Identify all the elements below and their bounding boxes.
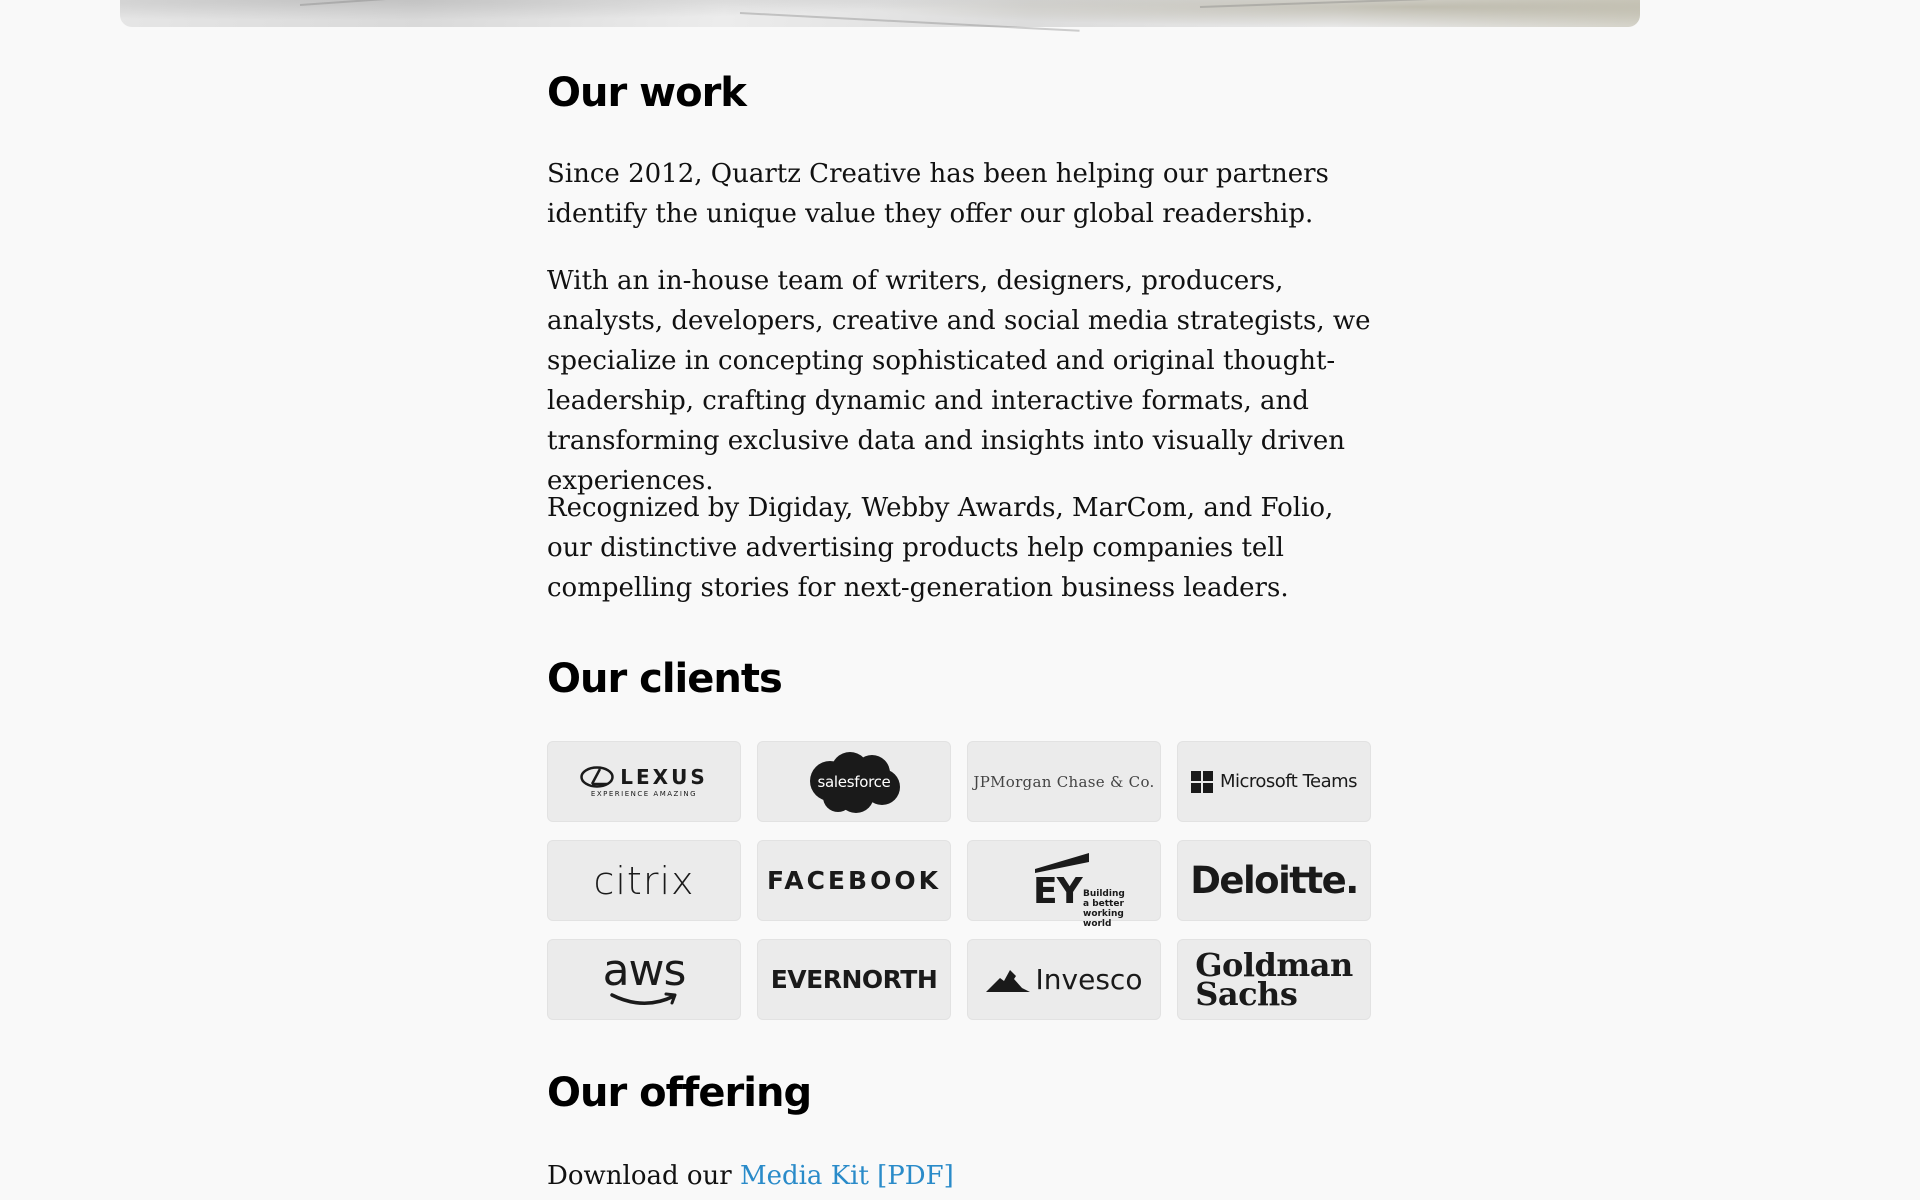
evernorth-wordmark: EVERNORTH [770,965,938,994]
ey-tagline-line-2: working world [1083,908,1124,929]
hero-image [120,0,1640,27]
deloitte-logo [1177,840,1371,921]
lexus-emblem-icon [580,766,614,788]
facebook-wordmark: FACEBOOK [767,866,941,895]
salesforce-logo [757,741,951,822]
lexus-logo-mark [580,765,707,798]
lexus-tagline: EXPERIENCE AMAZING [590,790,698,798]
microsoft-teams-wordmark: Microsoft Teams [1219,771,1358,792]
invesco-wordmark: Invesco [1035,963,1143,996]
aws-logo [547,939,741,1020]
microsoft-windows-icon [1191,771,1213,793]
marble-vein [300,0,560,6]
ey-tagline-line-1: Building a better [1083,888,1125,909]
jpmorgan-chase-wordmark: JPMorgan Chase & Co. [973,772,1155,791]
aws-smile-arrow-icon [608,991,680,1009]
citrix-wordmark: citrix [593,858,695,903]
ey-tagline [1083,889,1129,929]
client-logo-grid [547,741,1373,1020]
deloitte-wordmark: Deloitte. [1190,859,1358,902]
our-clients-heading: Our clients [547,656,782,702]
ey-logo [967,840,1161,929]
download-prefix-text: Download our [547,1161,740,1191]
work-paragraph-1: Since 2012, Quartz Creative has been helping our partners identify the unique value they offer our global readership. [547,159,1329,229]
our-work-heading: Our work [547,70,746,116]
ey-wordmark: EY [1033,870,1082,912]
facebook-logo [757,840,951,921]
citrix-logo [547,840,741,921]
download-media-kit-line [547,1156,954,1196]
invesco-mountain-icon [986,966,1030,994]
salesforce-cloud-icon [804,751,904,813]
marble-vein [1200,0,1500,8]
invesco-logo [967,939,1161,1020]
salesforce-wordmark: salesforce [817,772,891,791]
lexus-wordmark: LEXUS [620,765,708,789]
jpmorgan-chase-logo [967,741,1161,822]
goldman-sachs-wordmark [1195,945,1353,1013]
work-paragraph-3: Recognized by Digiday, Webby Awards, MarCom, and Folio, our distinctive advertising products help companies tell compelling stories for next-generation business leaders. [547,493,1334,603]
aws-wordmark: aws [602,944,686,996]
lexus-logo [547,741,741,822]
evernorth-logo [757,939,951,1020]
microsoft-teams-logo [1177,741,1371,822]
goldman-sachs-logo [1177,939,1371,1020]
work-paragraph-2: With an in-house team of writers, designers, producers, analysts, developers, creative and social media strategists, we specialize in concepting sophisticated and original thought-leadership, crafting dynamic and interactive formats, and transforming exclusive data and insights into visually driven experiences. [547,266,1371,496]
goldman-sachs-line-2: Sachs [1195,974,1298,1013]
our-offering-heading: Our offering [547,1070,812,1116]
media-kit-pdf-link[interactable]: Media Kit [PDF] [739,1161,954,1191]
goldman-sachs-line-1: Goldman [1195,945,1353,984]
marble-vein [740,12,1080,32]
